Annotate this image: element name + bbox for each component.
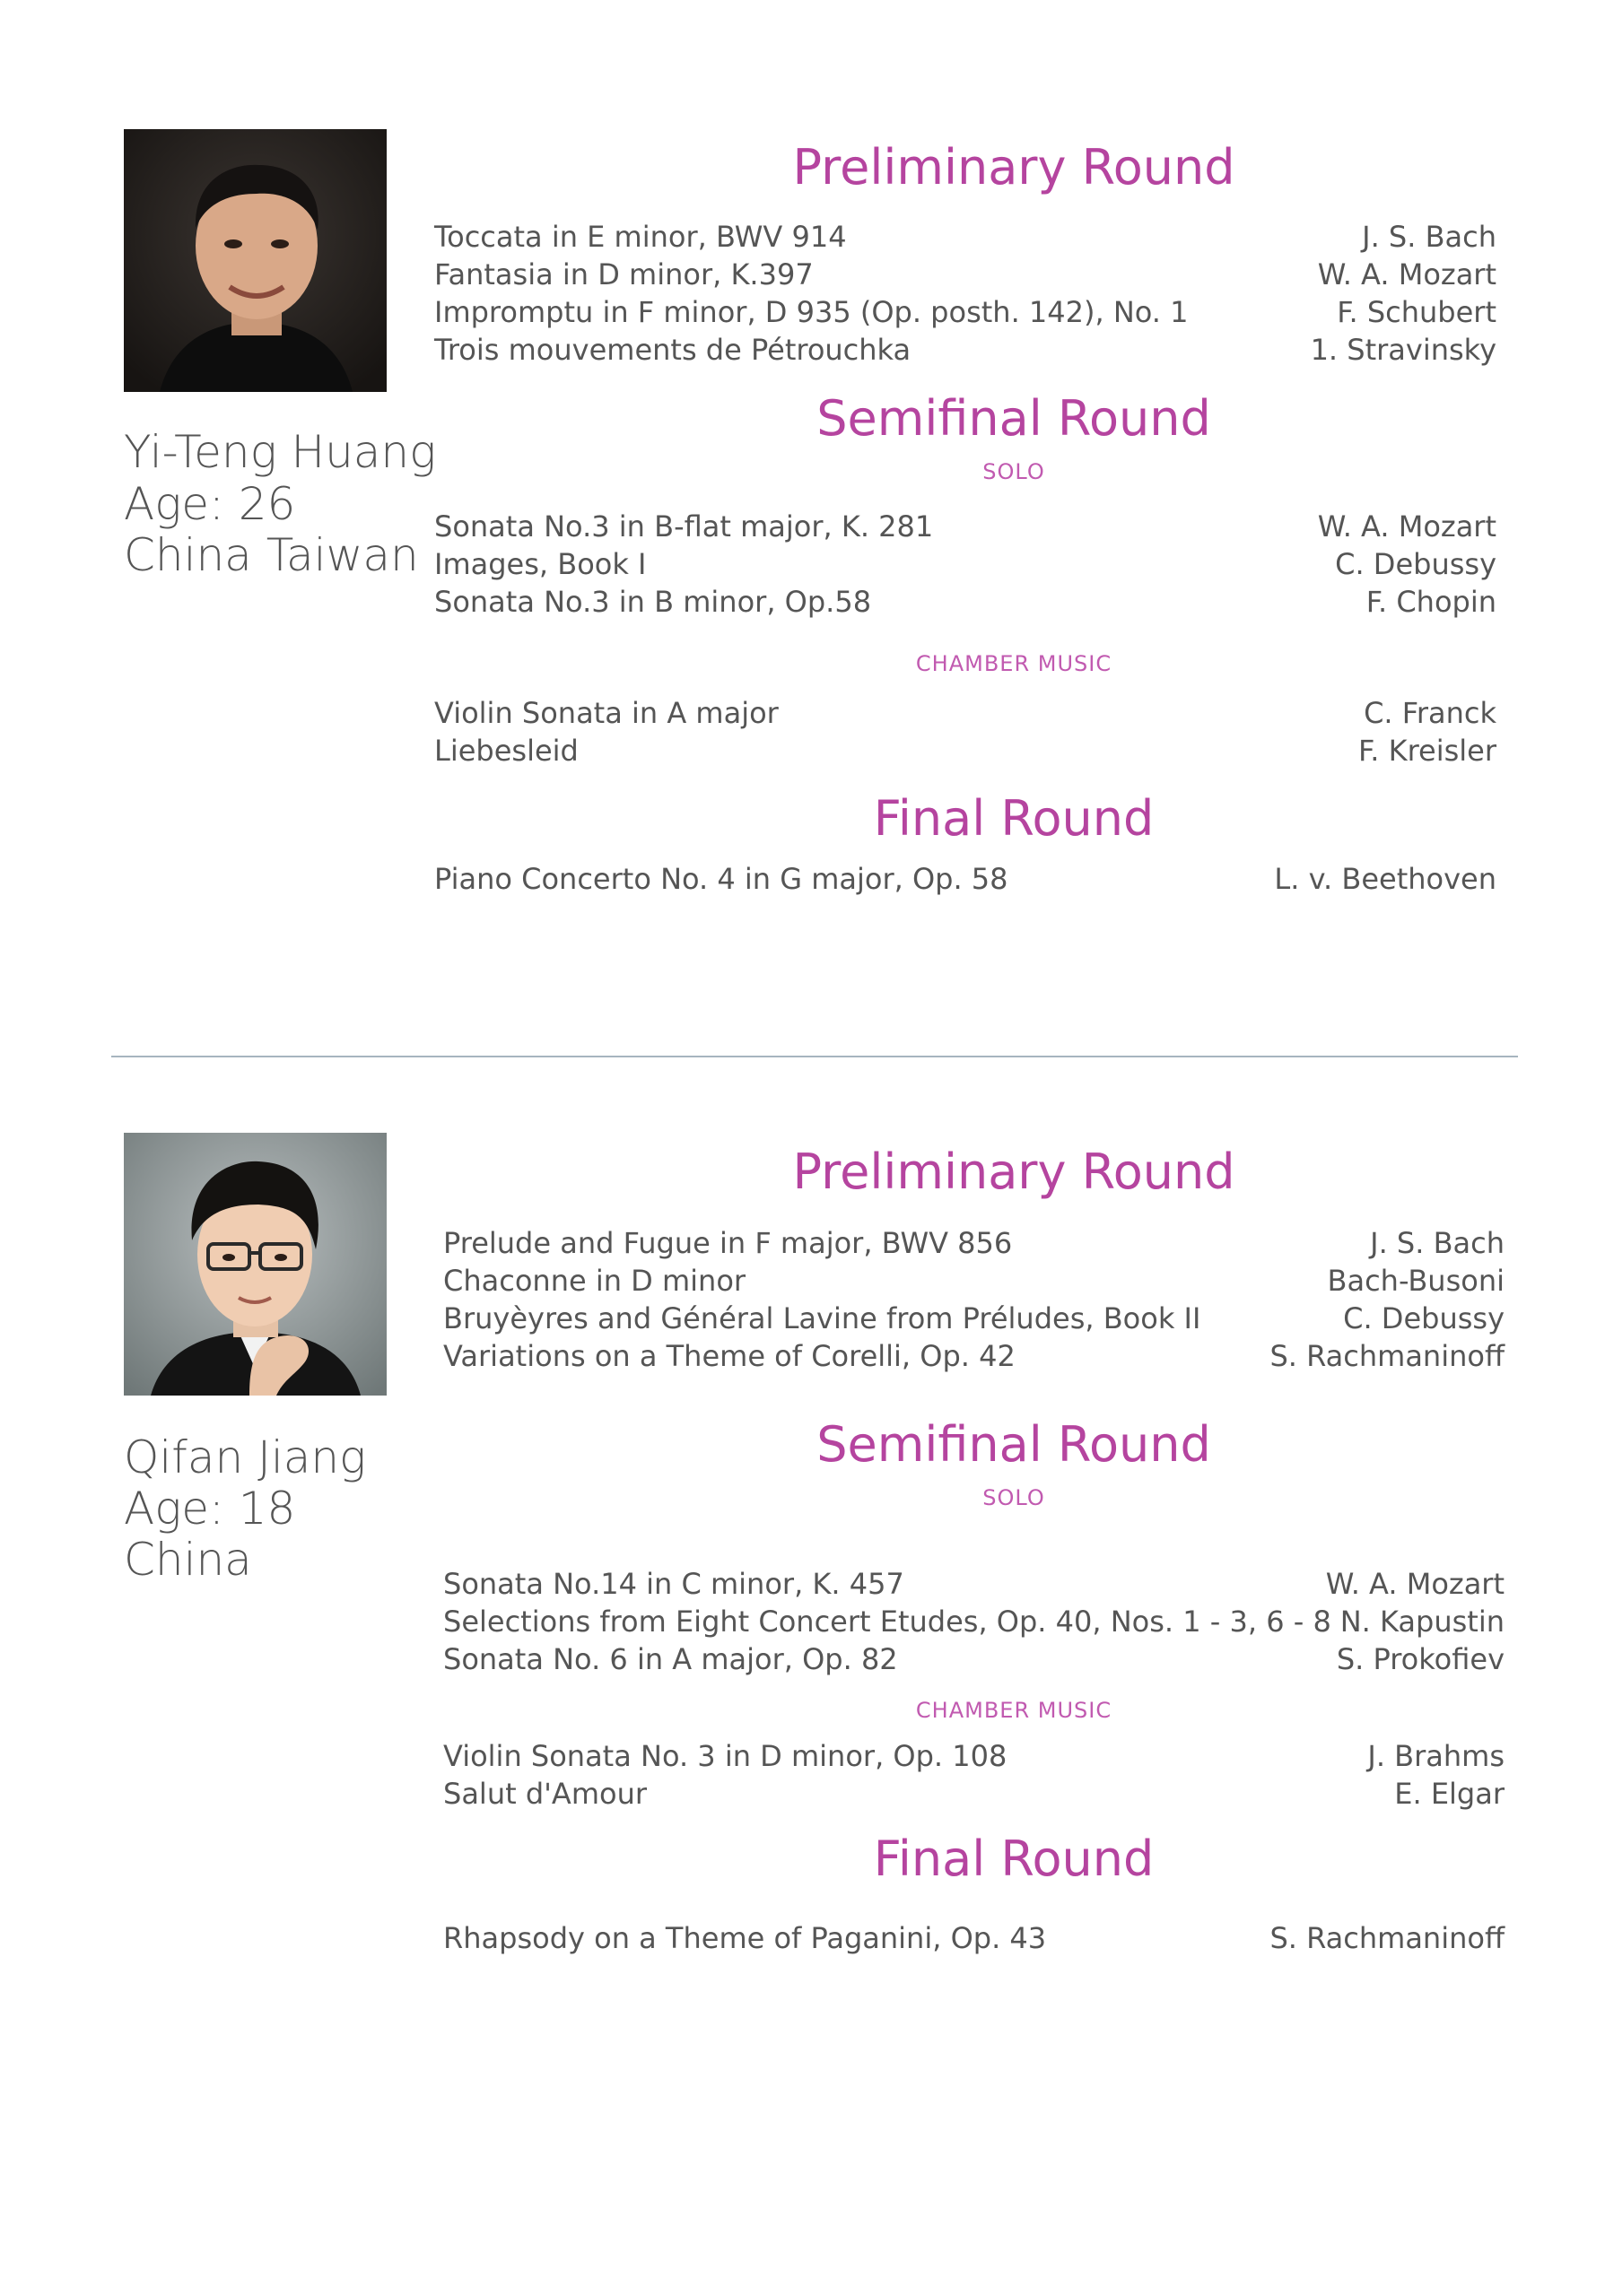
composer: 1. Stravinsky <box>1310 333 1496 367</box>
repertoire-row <box>443 1224 1505 1262</box>
repertoire-row <box>443 1262 1505 1300</box>
work-title: Sonata No.3 in B-flat major, K. 281 <box>434 509 934 544</box>
contestant-photo <box>124 1133 387 1396</box>
portrait-photo-icon <box>124 129 387 392</box>
final-round-title: Final Round <box>873 790 1155 847</box>
composer: F. Schubert <box>1337 295 1496 329</box>
repertoire-row <box>434 694 1496 732</box>
composer: F. Chopin <box>1365 585 1496 619</box>
composer: N. Kapustin <box>1339 1605 1505 1639</box>
contestant-country: China Taiwan <box>124 529 419 581</box>
repertoire-row <box>434 218 1496 256</box>
repertoire-row <box>443 1775 1505 1813</box>
chamber-music-label: CHAMBER MUSIC <box>915 651 1112 676</box>
work-title: Variations on a Theme of Corelli, Op. 42 <box>443 1339 1016 1373</box>
repertoire-row <box>443 1640 1505 1678</box>
work-title: Salut d'Amour <box>443 1777 647 1811</box>
work-title: Violin Sonata No. 3 in D minor, Op. 108 <box>443 1739 1007 1773</box>
work-title: Selections from Eight Concert Etudes, Op. 40, Nos. 1 - 3, 6 - 8 <box>443 1605 1331 1639</box>
repertoire-row <box>434 293 1496 331</box>
portrait-photo-icon <box>124 1133 387 1396</box>
work-title: Violin Sonata in A major <box>434 696 779 730</box>
contestant-name: Qifan Jiang <box>124 1431 367 1483</box>
work-title: Images, Book I <box>434 547 647 581</box>
composer: S. Rachmaninoff <box>1269 1339 1505 1373</box>
repertoire-row <box>434 583 1496 621</box>
composer: J. S. Bach <box>1362 220 1496 254</box>
composer: C. Debussy <box>1335 547 1496 581</box>
repertoire-row <box>434 256 1496 293</box>
composer: C. Debussy <box>1343 1301 1505 1335</box>
work-title: Rhapsody on a Theme of Paganini, Op. 43 <box>443 1921 1047 1955</box>
repertoire-row <box>443 1300 1505 1337</box>
semifinal-round-title: Semifinal Round <box>816 1416 1211 1473</box>
composer: J. Brahms <box>1367 1739 1505 1773</box>
repertoire-row <box>443 1919 1505 1957</box>
repertoire-row <box>443 1603 1505 1640</box>
repertoire-row <box>443 1737 1505 1775</box>
contestant-age: Age: 26 <box>124 478 296 530</box>
work-title: Bruyèyres and Général Lavine from Préludes, Book II <box>443 1301 1201 1335</box>
work-title: Chaconne in D minor <box>443 1264 746 1298</box>
work-title: Sonata No. 6 in A major, Op. 82 <box>443 1642 898 1676</box>
composer: S. Rachmaninoff <box>1269 1921 1505 1955</box>
chamber-music-label: CHAMBER MUSIC <box>915 1698 1112 1723</box>
section-divider <box>111 1056 1518 1057</box>
composer: F. Kreisler <box>1357 734 1496 768</box>
composer: W. A. Mozart <box>1325 1567 1505 1601</box>
preliminary-round-title: Preliminary Round <box>792 139 1235 196</box>
repertoire-row <box>443 1565 1505 1603</box>
work-title: Fantasia in D minor, K.397 <box>434 257 814 291</box>
composer: W. A. Mozart <box>1317 509 1496 544</box>
work-title: Sonata No.14 in C minor, K. 457 <box>443 1567 904 1601</box>
work-title: Piano Concerto No. 4 in G major, Op. 58 <box>434 862 1008 896</box>
semifinal-round-title: Semifinal Round <box>816 390 1211 447</box>
work-title: Liebesleid <box>434 734 579 768</box>
composer: S. Prokofiev <box>1336 1642 1505 1676</box>
repertoire-row <box>443 1337 1505 1375</box>
composer: J. S. Bach <box>1370 1226 1505 1260</box>
composer: E. Elgar <box>1394 1777 1505 1811</box>
repertoire-row <box>434 860 1496 898</box>
repertoire-row <box>434 732 1496 770</box>
work-title: Sonata No.3 in B minor, Op.58 <box>434 585 872 619</box>
composer: W. A. Mozart <box>1317 257 1496 291</box>
contestant-age: Age: 18 <box>124 1483 296 1535</box>
work-title: Toccata in E minor, BWV 914 <box>434 220 847 254</box>
work-title: Prelude and Fugue in F major, BWV 856 <box>443 1226 1013 1260</box>
composer: Bach-Busoni <box>1327 1264 1505 1298</box>
repertoire-row <box>434 508 1496 545</box>
repertoire-row <box>434 545 1496 583</box>
composer: C. Franck <box>1364 696 1496 730</box>
preliminary-round-title: Preliminary Round <box>792 1144 1235 1200</box>
solo-label: SOLO <box>982 1485 1045 1510</box>
composer: L. v. Beethoven <box>1274 862 1496 896</box>
final-round-title: Final Round <box>873 1831 1155 1887</box>
solo-label: SOLO <box>982 459 1045 484</box>
repertoire-row <box>434 331 1496 369</box>
contestant-name: Yi-Teng Huang <box>124 426 437 478</box>
contestant-country: China <box>124 1534 252 1586</box>
contestant-photo <box>124 129 387 392</box>
work-title: Impromptu in F minor, D 935 (Op. posth. 142), No. 1 <box>434 295 1189 329</box>
work-title: Trois mouvements de Pétrouchka <box>434 333 912 367</box>
